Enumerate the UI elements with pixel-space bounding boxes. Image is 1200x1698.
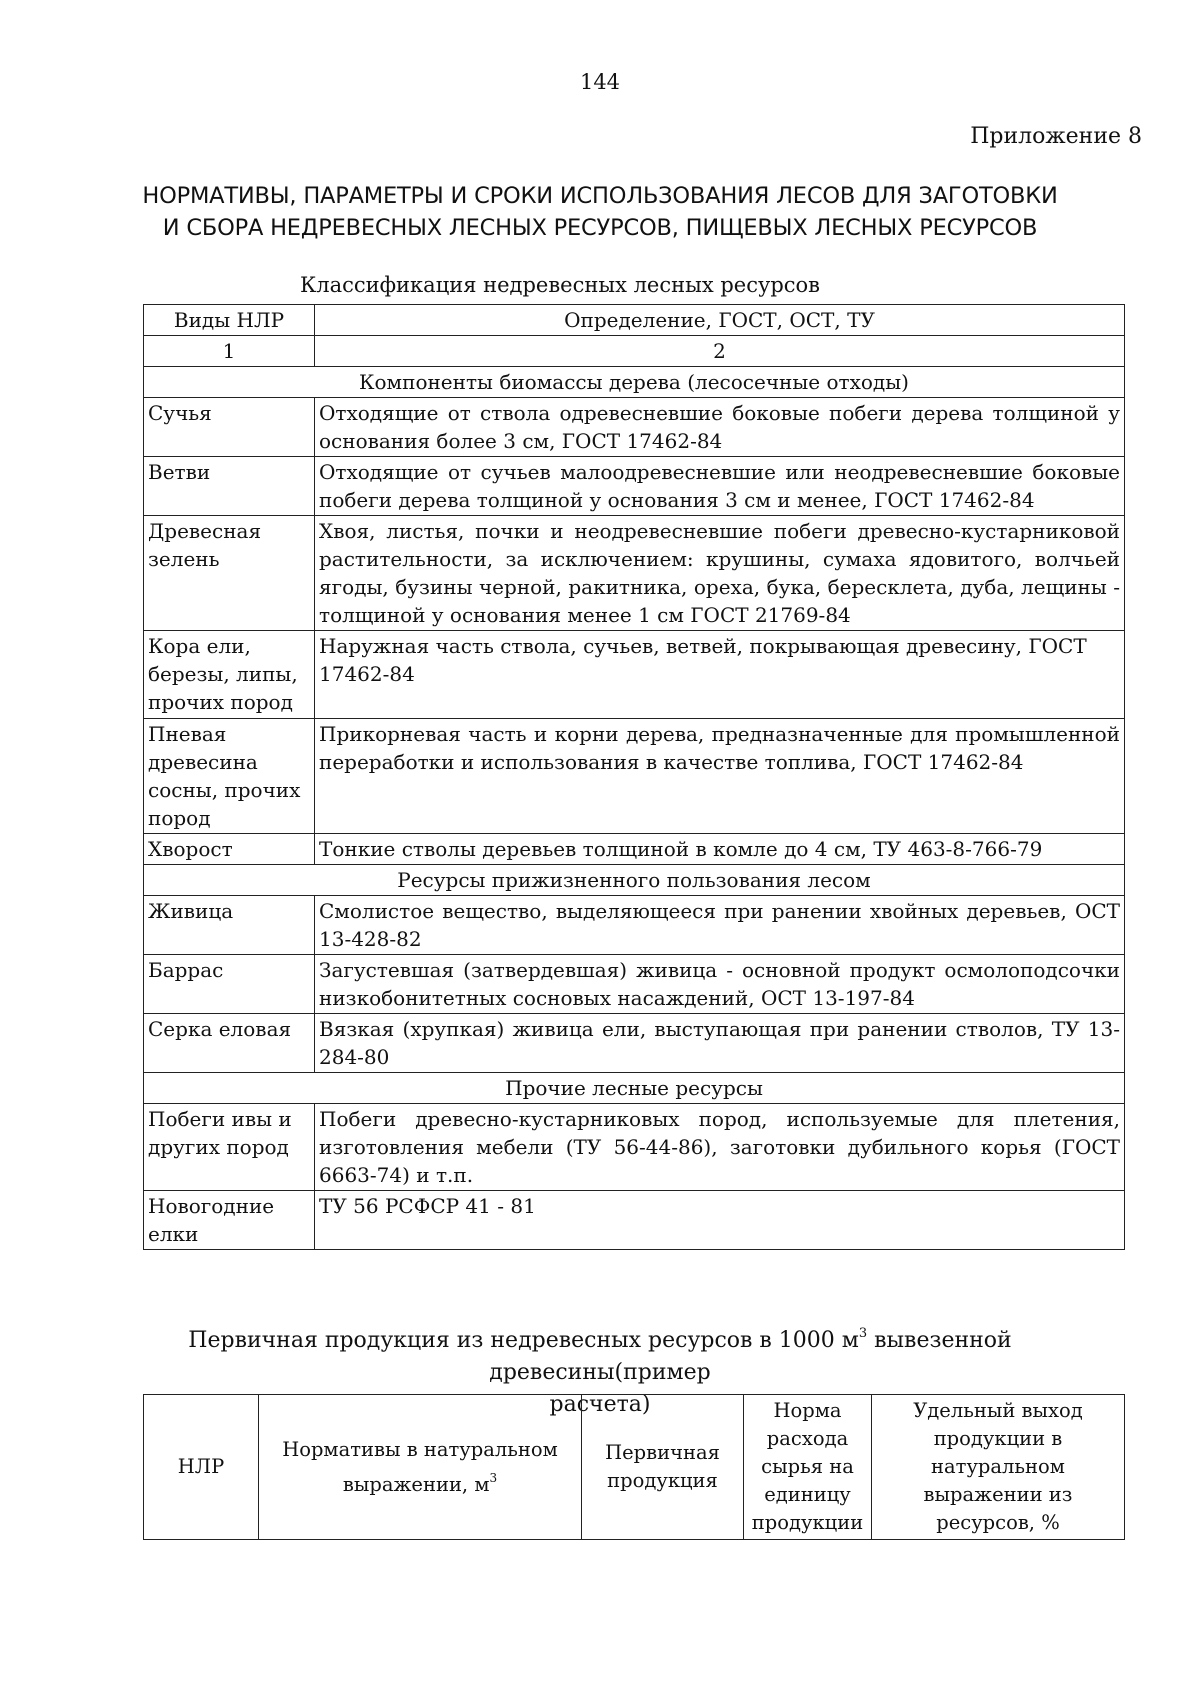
resource-definition: Вязкая (хрупкая) живица ели, выступающая при ранении стволов, ТУ 13-284-80 <box>315 1014 1125 1073</box>
header-row <box>144 305 1125 336</box>
resource-definition: Побеги древесно-кустарниковых пород, используемые для плетения, изготовления мебели (ТУ 56-44-86), заготовки дубильного корья (ГОСТ 6663-74) и т.п. <box>315 1104 1125 1191</box>
section-heading-other: Прочие лесные ресурсы <box>144 1073 1125 1104</box>
section-row <box>144 865 1125 896</box>
table-row <box>144 631 1125 719</box>
resource-type: Серка еловая <box>144 1014 315 1073</box>
title-line-2: И СБОРА НЕДРЕВЕСНЫХ ЛЕСНЫХ РЕСУРСОВ, ПИЩЕВЫХ ЛЕСНЫХ РЕСУРСОВ <box>162 215 1038 241</box>
production-header-row <box>144 1395 1125 1540</box>
resource-definition: Смолистое вещество, выделяющееся при ранении хвойных деревьев, ОСТ 13-428-82 <box>315 896 1125 955</box>
table-row <box>144 955 1125 1014</box>
production-table <box>143 1394 1125 1540</box>
table-row <box>144 1014 1125 1073</box>
resource-type: Живица <box>144 896 315 955</box>
column-number-1: 1 <box>144 336 315 367</box>
resource-definition: ТУ 56 РСФСР 41 - 81 <box>315 1191 1125 1250</box>
section-row <box>144 1073 1125 1104</box>
table-row <box>144 1104 1125 1191</box>
resource-type: Новогодние елки <box>144 1191 315 1250</box>
production-caption-line-2: расчета) <box>549 1392 651 1417</box>
table-row <box>144 719 1125 834</box>
document-title <box>60 180 1140 244</box>
resource-definition: Отходящие от сучьев малоодревесневшие или неодревесневшие боковые побеги дерева толщиной у основания 3 см и менее, ГОСТ 17462-84 <box>315 457 1125 516</box>
resource-type: Кора ели, березы, липы, прочих пород <box>144 631 315 719</box>
header-nlr: НЛР <box>144 1395 259 1540</box>
resource-definition: Наружная часть ствола, сучьев, ветвей, покрывающая древесину, ГОСТ 17462-84 <box>315 631 1125 719</box>
title-line-1: НОРМАТИВЫ, ПАРАМЕТРЫ И СРОКИ ИСПОЛЬЗОВАНИЯ ЛЕСОВ ДЛЯ ЗАГОТОВКИ <box>142 183 1058 209</box>
section-row <box>144 367 1125 398</box>
resource-definition: Хвоя, листья, почки и неодревесневшие побеги древесно-кустарниковой растительности, за исключением: крушины, сумаха ядовитого, волчьей ягоды, бузины черной, ракитника, ореха, бука, бересклета, дуба, лещины - толщиной у основания менее 1 см ГОСТ 21769-84 <box>315 516 1125 631</box>
production-caption-line-1: Первичная продукция из недревесных ресурсов в 1000 $м^3$ вывезенной древесины(пример <box>188 1326 1012 1385</box>
table-row <box>144 457 1125 516</box>
page-number: 144 <box>579 70 621 94</box>
section-heading-lifetime: Ресурсы прижизненного пользования лесом <box>144 865 1125 896</box>
classification-table <box>143 304 1125 1250</box>
resource-type: Ветви <box>144 457 315 516</box>
resource-type: Древесная зелень <box>144 516 315 631</box>
table-row <box>144 398 1125 457</box>
table-row <box>144 834 1125 865</box>
header-types: Виды НЛР <box>144 305 315 336</box>
resource-type: Хворост <box>144 834 315 865</box>
header-primary-product: Первичная продукция <box>582 1395 744 1540</box>
classification-caption: Классификация недревесных лесных ресурсов <box>299 273 821 297</box>
resource-definition: Загустевшая (затвердевшая) живица - основной продукт осмолоподсочки низкобонитетных сосновых насаждений, ОСТ 13-197-84 <box>315 955 1125 1014</box>
resource-type: Баррас <box>144 955 315 1014</box>
resource-type: Побеги ивы и других пород <box>144 1104 315 1191</box>
column-number-2: 2 <box>315 336 1125 367</box>
section-heading-biomass: Компоненты биомассы дерева (лесосечные отходы) <box>144 367 1125 398</box>
table-row <box>144 896 1125 955</box>
header-consumption-rate: Норма расхода сырья на единицу продукции <box>744 1395 872 1540</box>
table-row <box>144 1191 1125 1250</box>
header-norms: Нормативы в натуральном выражении, $м^3$ <box>259 1395 582 1540</box>
resource-definition: Прикорневая часть и корни дерева, предназначенные для промышленной переработки и использования в качестве топлива, ГОСТ 17462-84 <box>315 719 1125 834</box>
appendix-label: Приложение 8 <box>970 124 1142 149</box>
resource-definition: Отходящие от ствола одревесневшие боковые побеги дерева толщиной у основания более 3 см, ГОСТ 17462-84 <box>315 398 1125 457</box>
resource-definition: Тонкие стволы деревьев толщиной в комле до 4 см, ТУ 463-8-766-79 <box>315 834 1125 865</box>
resource-type: Пневая древесина сосны, прочих пород <box>144 719 315 834</box>
header-specific-yield: Удельный выход продукции в натуральном выражении из ресурсов, % <box>872 1395 1125 1540</box>
header-definition: Определение, ГОСТ, ОСТ, ТУ <box>315 305 1125 336</box>
resource-type: Сучья <box>144 398 315 457</box>
table-row <box>144 516 1125 631</box>
column-number-row <box>144 336 1125 367</box>
